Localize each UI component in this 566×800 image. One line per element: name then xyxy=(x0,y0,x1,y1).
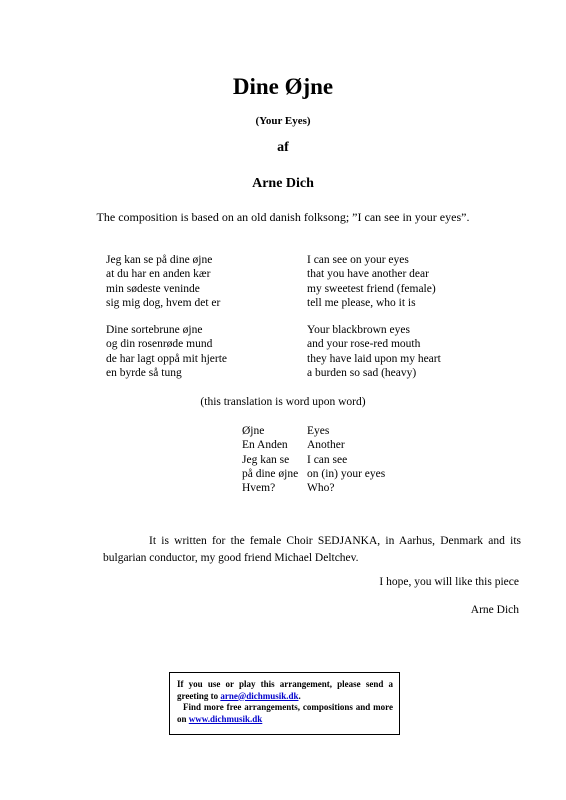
notice-text: Find more free arrangements, compositions and more on xyxy=(177,702,393,724)
verse-1-english xyxy=(307,253,436,310)
notice-text-end: . xyxy=(298,690,301,701)
lyric-line: tell me please, who it is xyxy=(307,296,416,309)
lyric-line: Jeg kan se på dine øjne xyxy=(106,254,213,266)
lyric-line: my sweetest friend (female) xyxy=(307,282,436,295)
website-link[interactable]: www.dichmusik.dk xyxy=(188,713,263,724)
lyric-line: de har lagt oppå mit hjerte xyxy=(106,352,228,365)
page-subtitle: (Your Eyes) xyxy=(255,115,311,127)
lyric-line: sig mig dog, hvem det er xyxy=(106,296,221,309)
glossary-danish: Hvem? xyxy=(242,482,276,495)
verse-1-danish xyxy=(106,253,220,310)
signature: Arne Dich xyxy=(470,604,519,616)
page-title: Dine Øjne xyxy=(232,74,334,99)
glossary-row xyxy=(242,467,385,481)
glossary-english: Who? xyxy=(307,482,335,495)
glossary-danish: En Anden xyxy=(242,439,288,452)
lyric-line: Your blackbrown eyes xyxy=(307,324,410,336)
verse-2-danish xyxy=(106,323,227,380)
glossary-row xyxy=(242,481,385,495)
glossary-row xyxy=(242,424,385,438)
glossary-english: Another xyxy=(307,439,345,452)
by-label: af xyxy=(277,140,289,155)
lyric-line: I can see on your eyes xyxy=(307,254,409,266)
intro-text: The composition is based on an old danish folksong; ”I can see in your eyes”. xyxy=(96,210,470,224)
glossary-danish: Øjne xyxy=(242,425,265,437)
lyric-line: Dine sortebrune øjne xyxy=(106,324,203,336)
glossary-english: I can see xyxy=(307,453,348,466)
lyric-line: they have laid upon my heart xyxy=(307,352,441,365)
closing-text: I hope, you will like this piece xyxy=(379,576,519,588)
word-glossary xyxy=(242,424,385,495)
lyric-line: and your rose-red mouth xyxy=(307,338,421,351)
lyric-line: min sødeste veninde xyxy=(106,282,200,295)
glossary-english: on (in) your eyes xyxy=(307,467,386,480)
lyric-line: at du har en anden kær xyxy=(106,268,211,281)
lyric-line: og din rosenrøde mund xyxy=(106,338,213,351)
notice-text: If you use or play this arrangement, please send a greeting to xyxy=(177,679,393,701)
author-name: Arne Dich xyxy=(252,176,314,191)
glossary-danish: på dine øjne xyxy=(242,467,299,480)
verse-2-english xyxy=(307,323,441,380)
glossary-english: Eyes xyxy=(307,425,330,437)
email-link[interactable]: arne@dichmusik.dk xyxy=(220,690,299,701)
glossary-danish: Jeg kan se xyxy=(242,453,290,466)
glossary-row xyxy=(242,453,385,467)
lyric-line: a burden so sad (heavy) xyxy=(307,366,417,379)
notice-box xyxy=(169,672,400,735)
dedication-paragraph: It is written for the female Choir SEDJANKA, in Aarhus, Denmark and its bulgarian conductor, my good friend Michael Deltchev. xyxy=(103,535,521,564)
glossary-row xyxy=(242,438,385,452)
lyric-line: en byrde så tung xyxy=(106,366,182,379)
translation-note: (this translation is word upon word) xyxy=(200,396,366,408)
lyric-line: that you have another dear xyxy=(307,268,429,281)
